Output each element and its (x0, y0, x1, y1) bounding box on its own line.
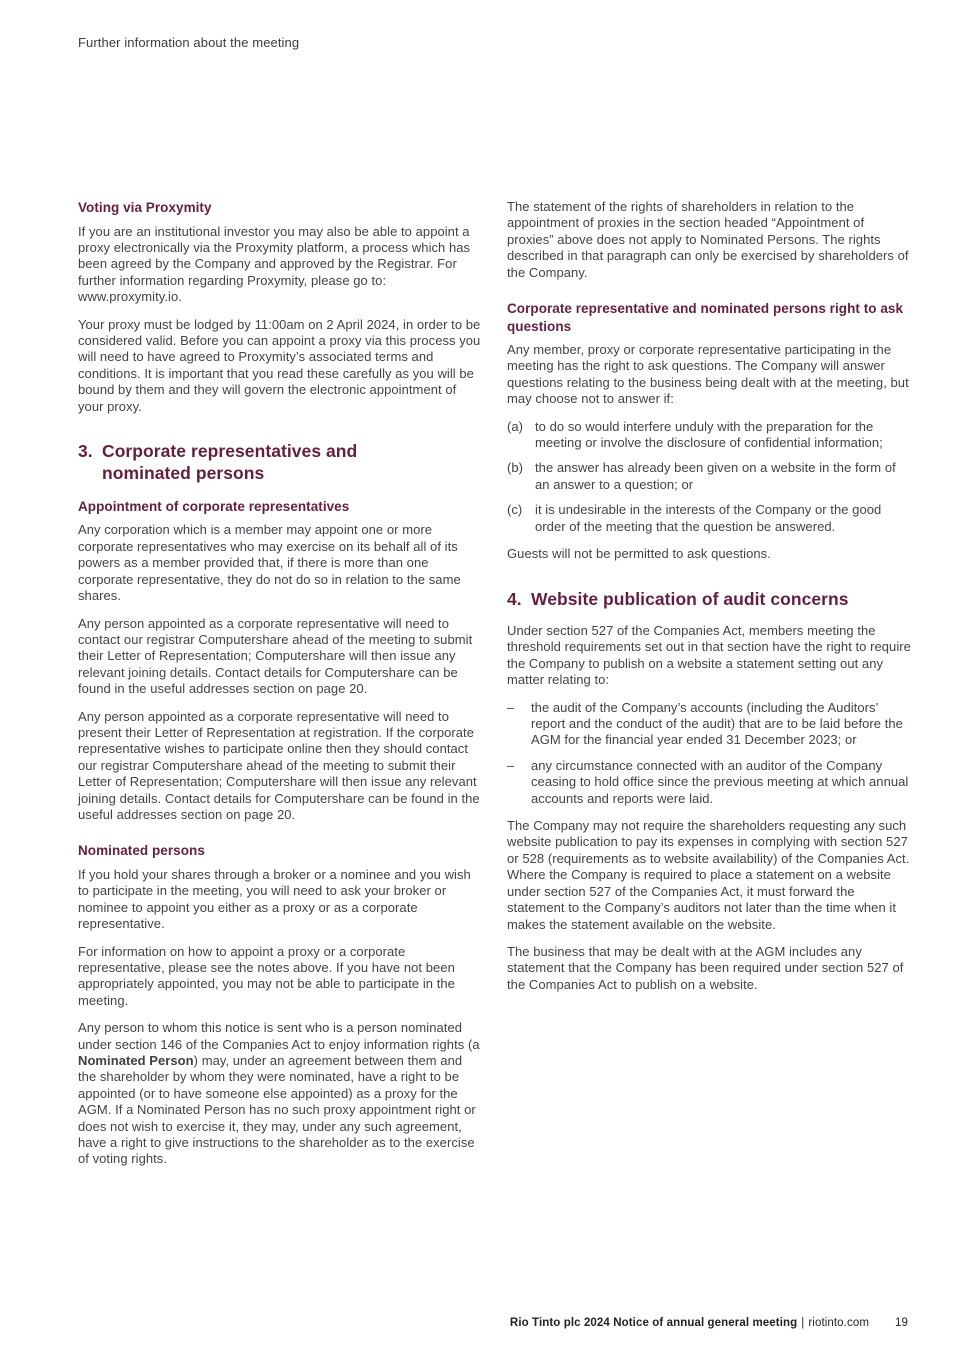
paragraph-with-bold-term (78, 1020, 484, 1168)
paragraph: Your proxy must be lodged by 11:00am on 2 April 2024, in order to be considered valid. Before you can appoint a proxy via this process you will need to have agreed to Proxymity’s associated terms and conditions. It is important that you read these carefully as you will be bound by them and they will govern the electronic appointment of your proxy. (78, 316, 481, 414)
paragraph: For information on how to appoint a proxy or a corporate representative, please see the notes above. If you have not been appropriately appointed, you may not be able to participate in the meeting. (78, 943, 455, 1008)
list-item-label: (a) (507, 418, 524, 434)
paragraph: Any person appointed as a corporate representative will need to contact our registrar Computershare ahead of the meeting to submit their Letter of Representation; Computershare will then issue any relevant joining details. Contact details for Computershare can be found in the useful addresses section on page 20. (78, 615, 473, 697)
bullet-dash: – (507, 699, 515, 715)
page-footer (510, 1317, 908, 1329)
section-number: 3. (78, 440, 93, 461)
defined-term-nominated-person: Nominated Person (78, 1052, 194, 1068)
page-number: 19 (895, 1317, 908, 1329)
paragraph-guests: Guests will not be permitted to ask questions. (507, 546, 771, 562)
heading-voting-via-proxymity: Voting via Proxymity (78, 200, 212, 215)
list-item-text: the answer has already been given on a website in the form of an answer to a question; or (535, 460, 896, 492)
paragraph: Under section 527 of the Companies Act, members meeting the threshold requirements set out in that section have the right to require the Company to publish on a website a statement setting out any matter relating to: (507, 623, 911, 688)
paragraph-text: ) may, under an agreement between them and the shareholder by whom they were nominated, have a right to be appointed (or to have someone else appointed) as a proxy for the AGM. If a Nominated Person has no such proxy appointment right or does not wish to exercise it, they may, under any such agreement, have a right to give instructions to the shareholder as to the exercise of voting rights. (78, 1052, 476, 1167)
running-header: Further information about the meeting (78, 35, 300, 50)
dash-bullet-list (507, 700, 913, 807)
list-item-c (507, 502, 913, 535)
section-4-heading (507, 588, 913, 611)
lettered-list (507, 419, 913, 535)
footer-separator: | (801, 1317, 805, 1329)
bullet-item (507, 700, 913, 749)
paragraph: Any corporation which is a member may appoint one or more corporate representatives who may exercise on its behalf all of its powers as a member provided that, if there is more than one corporate representative, they do not do so in relation to the same shares. (78, 522, 461, 604)
paragraph: The statement of the rights of shareholders in relation to the appointment of proxies in the section headed “Appointment of proxies” above does not apply to Nominated Persons. The rights described in that paragraph can only be exercised by shareholders of the Company. (507, 199, 909, 280)
footer-document-title: Rio Tinto plc 2024 Notice of annual general meeting (509, 1317, 798, 1329)
footer-website: riotinto.com (808, 1317, 869, 1329)
paragraph: The business that may be dealt with at the AGM includes any statement that the Company has been required under section 527 of the Companies Act to publish on a website. (507, 943, 904, 992)
section-title: Website publication of audit concerns (531, 588, 849, 609)
paragraph: The Company may not require the shareholders requesting any such website publication to pay its expenses in complying with section 527 or 528 (requirements as to website availability) of the Companies Act. Where the Company is required to place a statement on a website under section 527 of the Companies Act, it must forward the statement to the Company’s auditors not later than the time when it makes the statement available on the website. (507, 818, 910, 932)
heading-nominated-persons: Nominated persons (78, 843, 205, 859)
heading-appointment-corporate-representatives: Appointment of corporate representatives (78, 498, 350, 514)
list-item-text: to do so would interfere unduly with the preparation for the meeting or involve the disclosure of confidential information; (535, 418, 883, 451)
list-item-a (507, 419, 913, 452)
paragraph: If you hold your shares through a broker or a nominee and you wish to participate in the meeting, you will need to ask your broker or nominee to appoint you either as a proxy or as a corporate representative. (78, 866, 471, 932)
list-item-b (507, 460, 913, 493)
list-item-text: it is undesirable in the interests of the Company or the good order of the meeting that the question be answered. (535, 502, 882, 534)
bullet-item (507, 758, 913, 807)
list-item-label: (b) (507, 460, 524, 476)
left-column (78, 199, 484, 1179)
bullet-text: any circumstance connected with an auditor of the Company ceasing to hold office since the previous meeting at which annual accounts and reports were laid. (531, 757, 909, 806)
paragraph: If you are an institutional investor you may also be able to appoint a proxy electronically via the Proxymity platform, a process which has been agreed by the Company and approved by the Registrar. For further information regarding Proxymity, please go to: www.proxymity.io. (78, 223, 471, 305)
paragraph: Any person appointed as a corporate representative will need to present their Letter of Representation at registration. If the corporate representative wishes to participate online then they should contact our registrar Computershare ahead of the meeting to submit their Letter of Representation; Computershare will then issue any relevant joining details. Contact details for Computershare can be found in the useful addresses section on page 20. (78, 708, 480, 822)
bullet-text: the audit of the Company’s accounts (including the Auditors’ report and the conduct of the audit) that are to be laid before the AGM for the financial year ended 31 December 2023; or (531, 699, 903, 748)
bullet-dash: – (507, 757, 515, 773)
section-3-heading (78, 440, 484, 485)
heading-right-to-ask-questions: Corporate representative and nominated persons right to ask questions (507, 301, 904, 334)
list-item-label: (c) (507, 502, 523, 518)
section-title: Corporate representatives and nominated persons (102, 440, 358, 484)
right-column (507, 199, 913, 1004)
section-number: 4. (507, 588, 522, 609)
paragraph-text: Any person to whom this notice is sent who is a person nominated under section 146 of the Companies Act to enjoy information rights (a (78, 1020, 480, 1052)
paragraph: Any member, proxy or corporate representative participating in the meeting has the right to ask questions. The Company will answer questions relating to the business being dealt with at the meeting, but may choose not to answer if: (507, 342, 909, 407)
